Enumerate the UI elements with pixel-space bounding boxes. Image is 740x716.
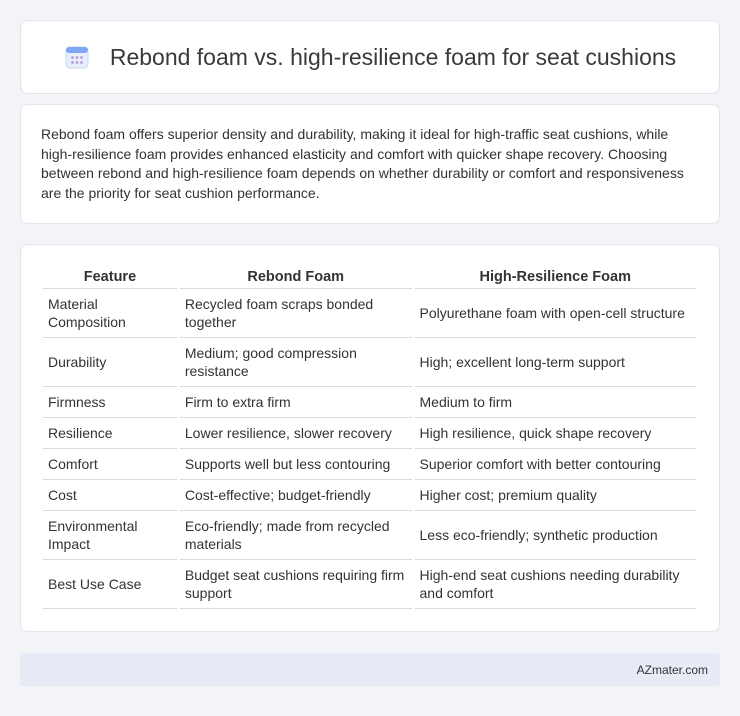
high-resilience-cell: High; excellent long-term support — [415, 338, 697, 387]
rebond-cell: Budget seat cushions requiring firm support — [180, 560, 412, 609]
table-row — [43, 560, 696, 609]
feature-cell: Comfort — [43, 449, 177, 480]
feature-cell: Firmness — [43, 387, 177, 418]
table-row — [43, 289, 696, 338]
header-feature: Feature — [43, 265, 177, 289]
title-card — [20, 20, 720, 94]
table-row — [43, 338, 696, 387]
rebond-cell: Supports well but less contouring — [180, 449, 412, 480]
feature-cell: Cost — [43, 480, 177, 511]
feature-cell: Environmental Impact — [43, 511, 177, 560]
table-row — [43, 418, 696, 449]
intro-card — [20, 104, 720, 224]
feature-cell: Resilience — [43, 418, 177, 449]
rebond-cell: Recycled foam scraps bonded together — [180, 289, 412, 338]
table-row — [43, 480, 696, 511]
feature-cell: Material Composition — [43, 289, 177, 338]
table-row — [43, 449, 696, 480]
table-header-row — [43, 265, 696, 289]
high-resilience-cell: High-end seat cushions needing durability and comfort — [415, 560, 697, 609]
comparison-table — [40, 265, 699, 609]
rebond-cell: Lower resilience, slower recovery — [180, 418, 412, 449]
rebond-cell: Medium; good compression resistance — [180, 338, 412, 387]
footer — [20, 653, 720, 686]
intro-text: Rebond foam offers superior density and durability, making it ideal for high-traffic seat cushions, while high-resilience foam provides enhanced elasticity and comfort with quicker shape recovery. Choosing between rebond and high-resilience foam depends on whether durability or comfort and responsiveness are the priority for seat cushion performance. — [41, 126, 684, 201]
rebond-cell: Eco-friendly; made from recycled materials — [180, 511, 412, 560]
feature-cell: Durability — [43, 338, 177, 387]
rebond-cell: Firm to extra firm — [180, 387, 412, 418]
high-resilience-cell: Medium to firm — [415, 387, 697, 418]
table-row — [43, 511, 696, 560]
high-resilience-cell: Higher cost; premium quality — [415, 480, 697, 511]
calendar-icon — [64, 44, 90, 70]
rebond-cell: Cost-effective; budget-friendly — [180, 480, 412, 511]
page-title: Rebond foam vs. high-resilience foam for seat cushions — [109, 43, 677, 70]
feature-cell: Best Use Case — [43, 560, 177, 609]
header-high-resilience: High-Resilience Foam — [415, 265, 697, 289]
high-resilience-cell: Less eco-friendly; synthetic production — [415, 511, 697, 560]
header-rebond: Rebond Foam — [180, 265, 412, 289]
comparison-card — [20, 244, 720, 632]
table-row — [43, 387, 696, 418]
high-resilience-cell: Superior comfort with better contouring — [415, 449, 697, 480]
high-resilience-cell: Polyurethane foam with open-cell structure — [415, 289, 697, 338]
high-resilience-cell: High resilience, quick shape recovery — [415, 418, 697, 449]
footer-brand: AZmater.com — [636, 662, 708, 677]
